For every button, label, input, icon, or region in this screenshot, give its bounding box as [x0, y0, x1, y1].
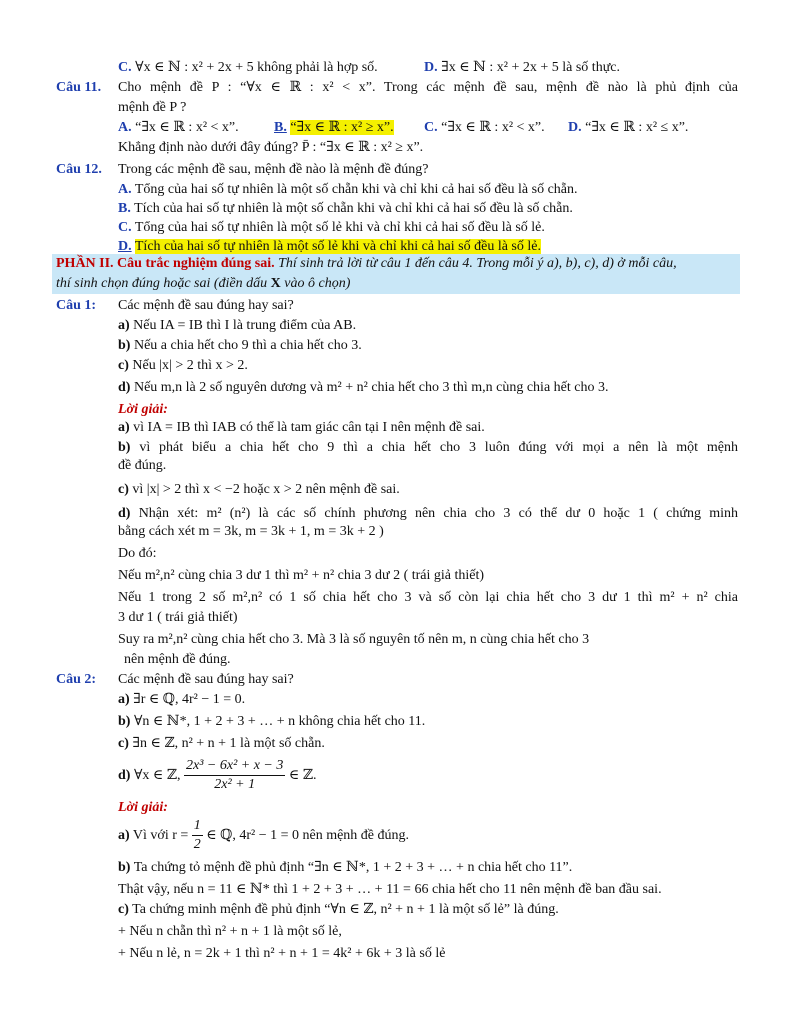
item-label: a) [118, 318, 130, 333]
solution-text: Nếu 1 trong 2 số m²,n² có 1 số chia hết cho 3 và số còn lại chia hết cho 3 dư 1 thì m² + n² chia [118, 590, 738, 605]
item-label: b) [118, 440, 131, 455]
section-title: PHẦN II. Câu trắc nghiệm đúng sai. [56, 256, 275, 271]
question-number: Câu 11. [56, 80, 102, 95]
solution-text: vì |x| > 2 thì x < −2 hoặc x > 2 nên mệnh đề sai. [132, 482, 400, 497]
item-text: ∃r ∈ ℚ, 4r² − 1 = 0. [133, 692, 246, 707]
solution-text: Suy ra m²,n² cùng chia hết cho 3. Mà 3 là số nguyên tố nên m, n cùng chia hết cho 3 [118, 632, 590, 647]
question-stem: Cho mệnh đề P : “∀x ∈ ℝ : x² < x”. Trong các mệnh đề sau, mệnh đề nào là phủ định của [118, 80, 738, 95]
solution-text: vì phát biểu a chia hết cho 9 thì a chia hết cho 3 luôn đúng với mọi a nên là một mệnh [139, 440, 739, 455]
solution-text: Ta chứng tỏ mệnh đề phủ định “∃n ∈ ℕ*, 1 + 2 + 3 + … + n chia hết cho 11”. [133, 860, 573, 875]
item-label: c) [118, 902, 129, 917]
true-false-question-1 [0, 296, 792, 316]
item-label: a) [118, 828, 130, 843]
item-label: c) [118, 482, 129, 497]
solution-text: bằng cách xét m = 3k, m = 3k + 1, m = 3k + 2 ) [118, 524, 384, 539]
question-11-options [0, 118, 792, 138]
solution-text: Nếu m²,n² cùng chia 3 dư 1 thì m² + n² chia 3 dư 2 ( trái giả thiết) [118, 568, 485, 583]
option-text: “∃x ∈ ℝ : x² < x”. [135, 120, 239, 135]
question-stem: Các mệnh đề sau đúng hay sai? [118, 298, 294, 313]
item-label: d) [118, 768, 131, 783]
option-label: B. [118, 201, 131, 216]
question-stem: Trong các mệnh đề sau, mệnh đề nào là mệnh đề đúng? [118, 162, 429, 177]
question-number: Câu 12. [56, 162, 102, 177]
solution-text: + Nếu n lẻ, n = 2k + 1 thì n² + n + 1 = 4k² + 6k + 3 là số lẻ [118, 946, 446, 961]
solution-heading: Lời giải: [118, 402, 168, 417]
item-label: c) [118, 358, 129, 373]
item-label: d) [118, 506, 131, 521]
solution-text: + Nếu n chẵn thì n² + n + 1 là một số lẻ, [118, 924, 342, 939]
option-text: “∃x ∈ ℝ : x² ≥ x”. [290, 120, 394, 135]
item-label: b) [118, 338, 131, 353]
option-text: “∃x ∈ ℝ : x² < x”. [441, 120, 545, 135]
solution-text: Vì với r = [132, 828, 189, 843]
option-label: D. [568, 120, 582, 135]
item-text: Nếu a chia hết cho 9 thì a chia hết cho 3. [133, 338, 362, 353]
question-number: Câu 1: [56, 298, 97, 313]
question-number: Câu 2: [56, 672, 97, 687]
true-false-question-2 [0, 670, 792, 690]
fraction [192, 817, 203, 854]
option-text: Tích của hai số tự nhiên là một số lẻ khi và chỉ khi cả hai số đều là số lẻ. [134, 239, 541, 254]
solution-text: vì IA = IB thì IAB có thể là tam giác cân tại I nên mệnh đề sai. [133, 420, 485, 435]
solution-text: nên mệnh đề đúng. [124, 652, 231, 667]
solution-text: ∈ ℚ, 4r² − 1 = 0 nên mệnh đề đúng. [206, 828, 410, 843]
option-label: C. [118, 60, 132, 75]
option-text: Tổng của hai số tự nhiên là một số lẻ khi và chỉ khi cả hai số đều là số lẻ. [134, 220, 545, 235]
fraction-denominator: 2x² + 1 [214, 777, 256, 793]
item-label: d) [118, 380, 131, 395]
question-stem: mệnh đề P ? [118, 100, 187, 115]
answer-note: Khẳng định nào dưới đây đúng? P̄ : “∃x ∈ ℝ : x² ≥ x”. [118, 140, 424, 155]
option-label: B. [274, 120, 287, 135]
option-label: C. [424, 120, 438, 135]
item-text: Nếu |x| > 2 thì x > 2. [132, 358, 248, 373]
option-label: A. [118, 182, 132, 197]
item-label: c) [118, 736, 129, 751]
solution-text: Ta chứng minh mệnh đề phủ định “∀n ∈ ℤ, n² + n + 1 là một số lẻ” là đúng. [132, 902, 559, 917]
fraction-numerator: 2x³ − 6x² + x − 3 [184, 757, 285, 776]
prev-options-row [0, 58, 792, 78]
option-text: ∃x ∈ ℕ : x² + 2x + 5 là số thực. [441, 60, 621, 75]
fraction-numerator: 1 [192, 817, 203, 836]
option-text: “∃x ∈ ℝ : x² ≤ x”. [585, 120, 689, 135]
item-text: ∈ ℤ. [288, 768, 317, 783]
item-label: a) [118, 692, 130, 707]
fraction-denominator: 2 [193, 837, 201, 853]
option-label: C. [118, 220, 132, 235]
question-12 [0, 160, 792, 180]
item-label: b) [118, 714, 131, 729]
item-text: ∀x ∈ ℤ, [133, 768, 181, 783]
solution-text: 3 dư 1 ( trái giả thiết) [118, 610, 238, 625]
item-label: b) [118, 860, 131, 875]
option-label: D. [118, 239, 132, 254]
item-label: a) [118, 420, 130, 435]
question-stem: Các mệnh đề sau đúng hay sai? [118, 672, 294, 687]
item-text: Nếu m,n là 2 số nguyên dương và m² + n² chia hết cho 3 thì m,n cùng chia hết cho 3. [133, 380, 609, 395]
option-label: A. [118, 120, 132, 135]
option-text: Tích của hai số tự nhiên là một số chẵn khi và chỉ khi cả hai số đều là số chẵn. [134, 201, 573, 216]
option-text: Tổng của hai số tự nhiên là một số chẵn khi và chỉ khi cả hai số đều là số chẵn. [134, 182, 578, 197]
correct-option [274, 118, 394, 138]
fraction [184, 757, 285, 794]
solution-text: Do đó: [118, 546, 157, 561]
option-label: D. [424, 60, 438, 75]
question-11 [0, 78, 792, 98]
item-text: Nếu IA = IB thì I là trung điểm của AB. [133, 318, 357, 333]
section-description: Thí sinh trả lời từ câu 1 đến câu 4. Trong mỗi ý a), b), c), d) ở mỗi câu, [278, 256, 677, 271]
item-text: ∃n ∈ ℤ, n² + n + 1 là một số chẵn. [132, 736, 325, 751]
item-text: ∀n ∈ ℕ*, 1 + 2 + 3 + … + n không chia hết cho 11. [133, 714, 426, 729]
solution-text: Thật vậy, nếu n = 11 ∈ ℕ* thì 1 + 2 + 3 + … + 11 = 66 chia hết cho 11 nên mệnh đề ban đầu sai. [118, 882, 662, 897]
solution-text: đề đúng. [118, 458, 167, 473]
solution-text: Nhận xét: m² (n²) là các số chính phương nên chia cho 3 có thể dư 0 hoặc 1 ( chứng minh [138, 506, 738, 521]
option-text: ∀x ∈ ℕ : x² + 2x + 5 không phải là hợp số. [135, 60, 378, 75]
solution-heading: Lời giải: [118, 800, 168, 815]
section-header: PHẦN II. Câu trắc nghiệm đúng sai. Thí sinh trả lời từ câu 1 đến câu 4. Trong mỗi ý a), b), c), d) ở mỗi câu, thí sinh chọn đúng hoặc sai (điền dấu X vào ô chọn) [52, 254, 740, 294]
